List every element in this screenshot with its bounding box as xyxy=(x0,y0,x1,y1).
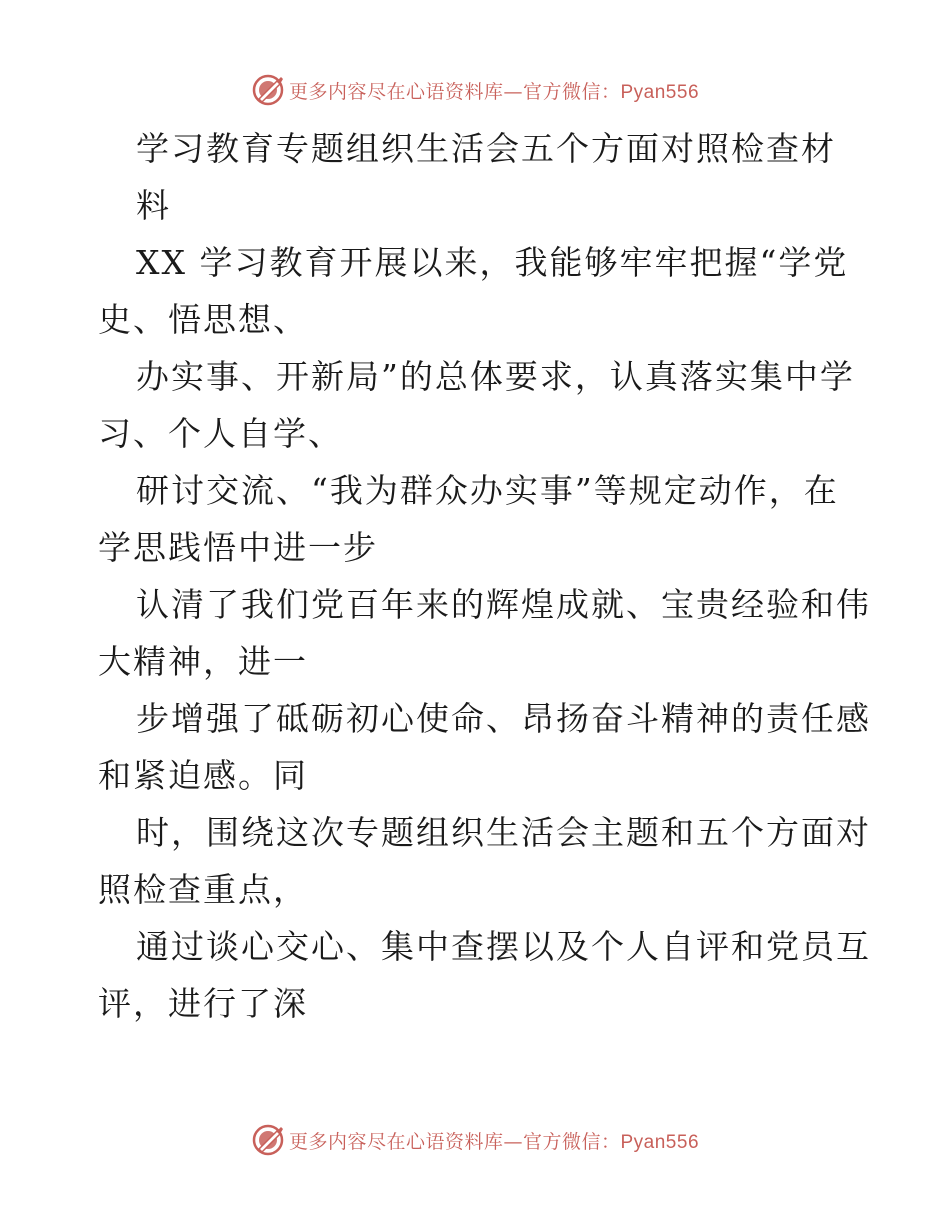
document-title-line-1: 学习教育专题组织生活会五个方面对照检查材 xyxy=(136,129,836,168)
paragraph-line: 通过谈心交心、集中查摆以及个人自评和党员互 xyxy=(136,927,871,966)
document-title-line-2: 料 xyxy=(136,186,171,225)
paragraph-line: 学思践悟中进一步 xyxy=(98,528,378,567)
header-separator: — xyxy=(503,80,523,103)
footer-wechat-label: 官方微信： xyxy=(522,1130,621,1153)
footer-wechat-id: Pyan556 xyxy=(620,1131,700,1153)
pen-logo-icon xyxy=(251,73,285,107)
paragraph-line: 步增强了砥砺初心使命、昂扬奋斗精神的责任感 xyxy=(136,699,871,738)
footer-separator: — xyxy=(503,1130,523,1153)
document-body xyxy=(98,120,871,1032)
header-brand-text: 更多内容尽在心语资料库 xyxy=(288,80,504,103)
paragraph-line: 评，进行了深 xyxy=(98,984,308,1023)
header-banner-text xyxy=(289,77,699,104)
pen-logo-icon xyxy=(251,1123,285,1157)
paragraph-line: 时，围绕这次专题组织生活会主题和五个方面对 xyxy=(136,813,871,852)
paragraph-line: 办实事、开新局”的总体要求，认真落实集中学 xyxy=(136,357,855,396)
paragraph-line: 大精神，进一 xyxy=(98,642,308,681)
paragraph-line: 认清了我们党百年来的辉煌成就、宝贵经验和伟 xyxy=(136,585,871,624)
footer-banner xyxy=(0,1120,950,1160)
footer-banner-text xyxy=(289,1127,699,1154)
paragraph-line: 研讨交流、“我为群众办实事”等规定动作，在 xyxy=(136,471,839,510)
header-banner xyxy=(0,70,950,110)
paragraph-line: 和紧迫感。同 xyxy=(98,756,308,795)
header-wechat-label: 官方微信： xyxy=(522,80,621,103)
footer-brand-text: 更多内容尽在心语资料库 xyxy=(288,1130,504,1153)
paragraph-line: 习、个人自学、 xyxy=(98,414,343,453)
paragraph-line: 照检查重点， xyxy=(98,870,308,909)
paragraph-line: 史、悟思想、 xyxy=(98,300,308,339)
header-wechat-id: Pyan556 xyxy=(620,81,700,103)
paragraph-line: XX 学习教育开展以来，我能够牢牢把握“学党 xyxy=(136,243,849,282)
